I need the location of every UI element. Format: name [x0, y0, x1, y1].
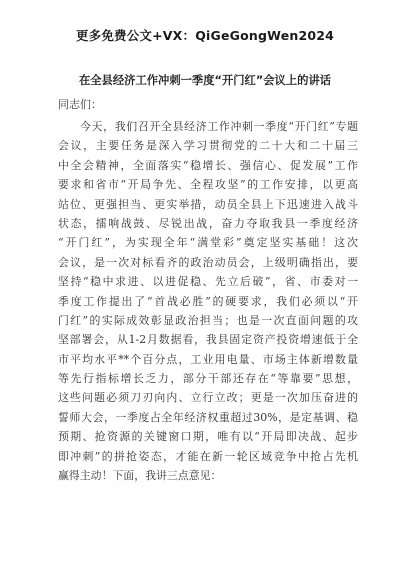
body-line: 会议，主要任务是深入学习贯彻党的二十大和二十届三 [58, 139, 358, 153]
salutation: 同志们： [58, 98, 102, 111]
body-line: 赢得主动！下面，我讲三点意见： [58, 469, 222, 483]
body-line: 誓师大会，一季度占全年经济权重超过30%，是定基调、稳 [58, 410, 358, 424]
body-line: 坚部署会，从1-2月数据看，我县固定资产投资增速低于全 [58, 333, 358, 347]
body-line: 状态，擂响战鼓、尽锐出战，奋力夺取我县一季度经济 [58, 216, 358, 230]
body-line: 市平均水平**个百分点，工业用电量、市场主体新增数量 [58, 352, 358, 366]
body-line: 会议，是一次对标看齐的政治动员会，上级明确指出，要 [58, 255, 358, 269]
body-line: 今天，我们召开全县经济工作冲刺一季度“开门红”专题 [80, 120, 358, 133]
body-line: “开门红”，为实现全年“满堂彩”奠定坚实基础！这次 [58, 236, 358, 250]
body-line: 坚持“稳中求进、以进促稳、先立后破”，省、市委对一 [58, 275, 358, 289]
body-line: 等先行指标增长乏力，部分干部还存在“等靠要”思想， [58, 372, 358, 386]
body-line: 门红”的实际成效彰显政治担当；也是一次直面问题的攻 [58, 313, 358, 327]
watermark-header: 更多免费公文+VX：QiGeGongWen2024 [75, 28, 335, 43]
body-paragraph [58, 117, 358, 485]
body-line: 这些问题必须刀刃向内、立行立改；更是一次加压奋进的 [58, 391, 358, 405]
body-line: 要求和省市“开局争先、全程攻坚”的工作安排，以更高 [58, 178, 358, 192]
body-line: 站位、更强担当、更实举措，动员全县上下迅速进入战斗 [58, 197, 358, 211]
body-line: 预期、抢资源的关键窗口期，唯有以“开局即决战、起步 [58, 430, 358, 444]
body-line: 即冲刺”的拼抢姿态，才能在新一轮区域竞争中抢占先机 [58, 449, 358, 463]
document-title: 在全县经济工作冲刺一季度“开门红”会议上的讲话 [78, 74, 332, 87]
body-line: 季度工作提出了“首战必胜”的硬要求，我们必须以“开 [58, 294, 358, 308]
body-line: 中全会精神，全面落实“稳增长、强信心、促发展”工作 [58, 158, 358, 172]
